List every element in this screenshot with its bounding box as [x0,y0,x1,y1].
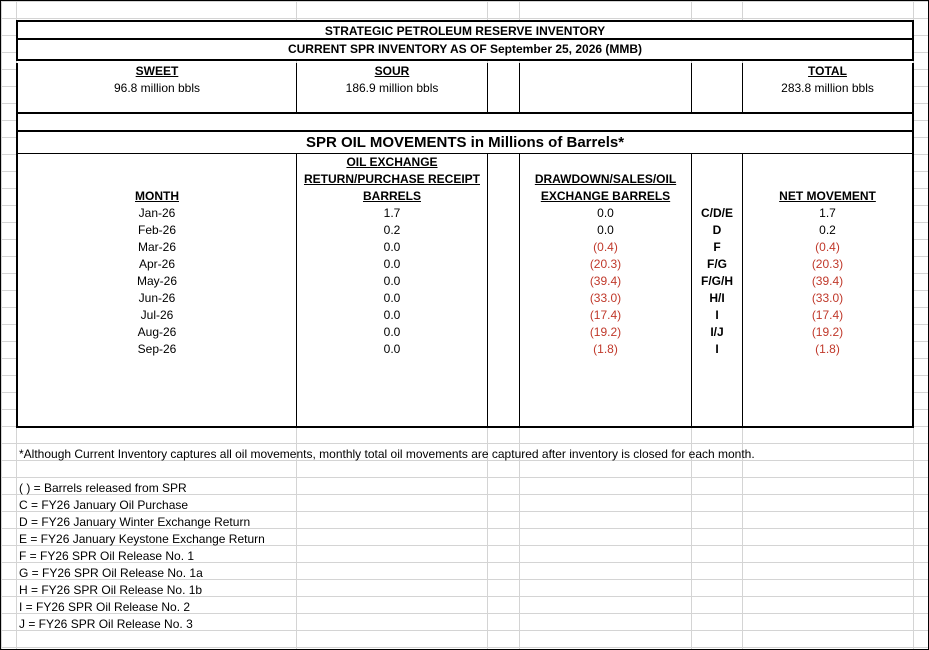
empty-cell [488,307,520,324]
empty-cell [488,239,520,256]
month-cell: May-26 [16,273,297,290]
empty-cell [16,392,297,409]
drawdown-header-line2: EXCHANGE BARRELS [540,189,671,203]
empty-cell [297,409,488,428]
empty-cell [692,409,743,428]
net-cell: (1.8) [743,341,914,358]
total-label: TOTAL [743,63,914,80]
empty-cell [520,63,692,80]
month-header: MONTH [135,189,179,203]
empty-cell [16,358,297,375]
empty-cell [520,80,692,97]
empty-cell [488,375,520,392]
exchange-header-line3: BARRELS [362,189,421,203]
month-header-cell [16,154,297,205]
net-cell: (20.3) [743,256,914,273]
drawdown-cell: (19.2) [520,324,692,341]
empty-cell [743,358,914,375]
exchange-header-line2: RETURN/PURCHASE RECEIPT [303,172,480,186]
exchange-cell: 0.0 [297,256,488,273]
report-title: STRATEGIC PETROLEUM RESERVE INVENTORY [16,20,914,40]
empty-cell [488,341,520,358]
empty-cell [743,409,914,428]
month-cell: Mar-26 [16,239,297,256]
code-cell: C/D/E [692,205,743,222]
empty-cell [297,375,488,392]
month-cell: Sep-26 [16,341,297,358]
drawdown-cell: (17.4) [520,307,692,324]
inventory-as-of: CURRENT SPR INVENTORY AS OF September 25, 2026 (MMB) [16,40,914,61]
month-cell: Jan-26 [16,205,297,222]
net-cell: (17.4) [743,307,914,324]
code-cell: H/I [692,290,743,307]
total-value: 283.8 million bbls [743,80,914,97]
empty-cell [520,392,692,409]
sweet-value: 96.8 million bbls [16,80,297,97]
empty-cell [743,97,914,114]
legend-item: I = FY26 SPR Oil Release No. 2 [19,600,191,614]
month-cell: Jun-26 [16,290,297,307]
sweet-label: SWEET [16,63,297,80]
month-cell: Jul-26 [16,307,297,324]
footnote: *Although Current Inventory captures all oil movements, monthly total oil movements are captured after inventory is closed for each month. [19,447,755,461]
drawdown-cell: (0.4) [520,239,692,256]
empty-cell [488,80,520,97]
empty-cell [488,290,520,307]
spacer-row [16,114,914,132]
legend-item: G = FY26 SPR Oil Release No. 1a [19,566,203,580]
code-cell: F/G [692,256,743,273]
movements-title: SPR OIL MOVEMENTS in Millions of Barrels* [16,132,914,154]
empty-cell [488,97,520,114]
exchange-cell: 0.0 [297,341,488,358]
drawdown-cell: (20.3) [520,256,692,273]
drawdown-cell: (33.0) [520,290,692,307]
empty-cell [16,97,297,114]
empty-cell [297,358,488,375]
empty-cell [297,97,488,114]
code-cell: F/G/H [692,273,743,290]
month-cell: Aug-26 [16,324,297,341]
month-cell: Apr-26 [16,256,297,273]
empty-cell [488,273,520,290]
empty-cell [520,97,692,114]
exchange-header-cell [297,154,488,205]
net-cell: (0.4) [743,239,914,256]
empty-cell [297,392,488,409]
empty-cell [16,409,297,428]
exchange-cell: 0.0 [297,324,488,341]
empty-cell [692,154,743,205]
empty-cell [520,358,692,375]
legend-item: H = FY26 SPR Oil Release No. 1b [19,583,203,597]
empty-cell [743,375,914,392]
net-cell: (33.0) [743,290,914,307]
empty-cell [692,375,743,392]
code-cell: I/J [692,324,743,341]
empty-cell [692,97,743,114]
empty-cell [520,375,692,392]
legend-item: F = FY26 SPR Oil Release No. 1 [19,549,195,563]
net-header: NET MOVEMENT [779,189,876,203]
exchange-cell: 0.0 [297,290,488,307]
empty-cell [692,63,743,80]
empty-cell [743,392,914,409]
exchange-cell: 0.0 [297,307,488,324]
drawdown-cell: 0.0 [520,222,692,239]
code-cell: D [692,222,743,239]
empty-cell [692,392,743,409]
drawdown-cell: (39.4) [520,273,692,290]
empty-cell [488,409,520,428]
empty-cell [488,358,520,375]
exchange-cell: 1.7 [297,205,488,222]
exchange-cell: 0.0 [297,273,488,290]
empty-cell [488,324,520,341]
month-cell: Feb-26 [16,222,297,239]
sour-label: SOUR [297,63,488,80]
empty-cell [488,222,520,239]
drawdown-cell: 0.0 [520,205,692,222]
code-cell: F [692,239,743,256]
sour-value: 186.9 million bbls [297,80,488,97]
legend-item: E = FY26 January Keystone Exchange Return [19,532,265,546]
legend-item: ( ) = Barrels released from SPR [19,481,187,495]
exchange-cell: 0.2 [297,222,488,239]
empty-cell [488,392,520,409]
empty-cell [520,409,692,428]
net-cell: 0.2 [743,222,914,239]
legend-item: J = FY26 SPR Oil Release No. 3 [19,617,193,631]
net-cell: (39.4) [743,273,914,290]
code-cell: I [692,341,743,358]
empty-cell [488,256,520,273]
empty-cell [692,358,743,375]
empty-cell [16,375,297,392]
drawdown-header-line1: DRAWDOWN/SALES/OIL [534,172,677,186]
empty-cell [488,63,520,80]
drawdown-header-cell [520,154,692,205]
code-cell: I [692,307,743,324]
empty-cell [488,154,520,205]
exchange-cell: 0.0 [297,239,488,256]
net-header-cell [743,154,914,205]
legend-item: D = FY26 January Winter Exchange Return [19,515,251,529]
empty-cell [692,80,743,97]
drawdown-cell: (1.8) [520,341,692,358]
net-cell: 1.7 [743,205,914,222]
net-cell: (19.2) [743,324,914,341]
exchange-header-line1: OIL EXCHANGE [346,155,438,169]
empty-cell [488,205,520,222]
legend-item: C = FY26 January Oil Purchase [19,498,189,512]
